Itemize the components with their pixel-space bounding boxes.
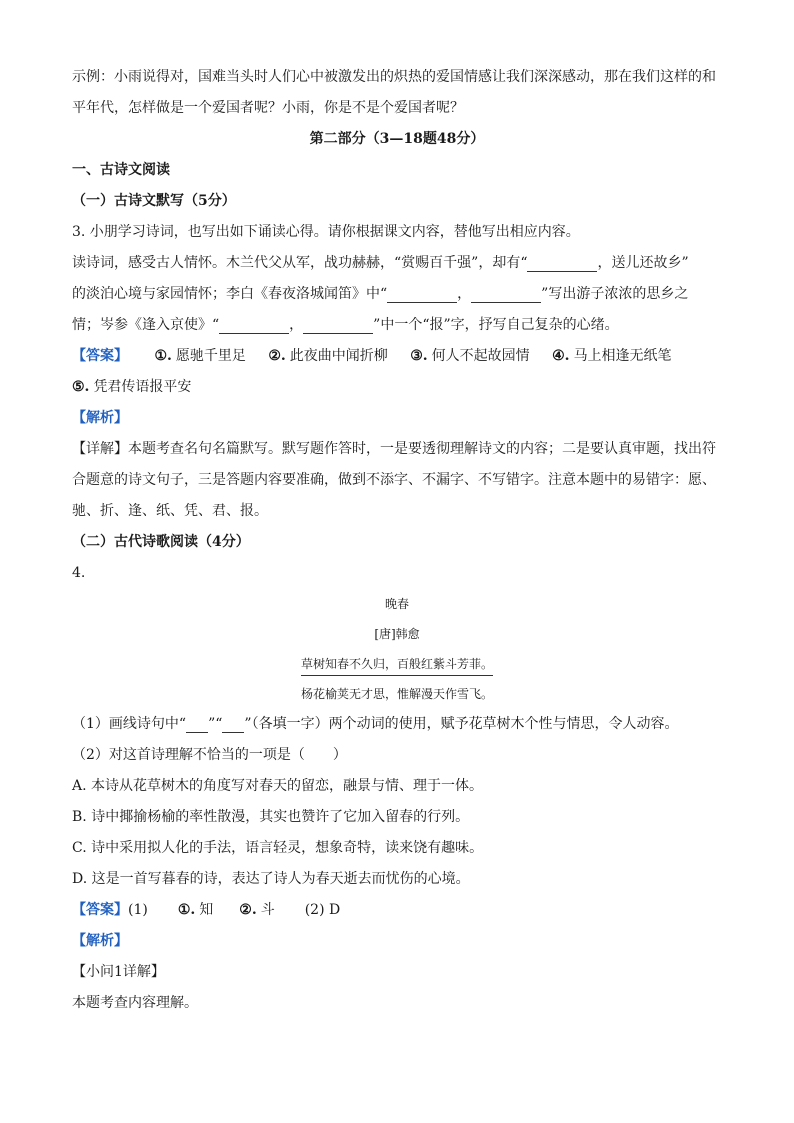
q3-text: 读诗词，感受古人情怀。木兰代父从军，战功赫赫，“赏赐百千强”，却有“ — [72, 255, 528, 271]
q4-text: ”“ — [208, 716, 223, 732]
answer-blank — [471, 286, 541, 303]
option-c: C. 诗中采用拟人化的手法，语言轻灵，想象奇特，读来饶有趣味。 — [72, 840, 484, 856]
answer-item — [552, 341, 671, 372]
answer-text: 愿驰千里足 — [175, 348, 246, 364]
q4-text: （1）画线诗句中“ — [72, 716, 187, 732]
small-question-label: 【小问1详解】 — [72, 964, 165, 980]
option-d: D. 这是一首写暮春的诗，表达了诗人为春天逝去而忧伤的心境。 — [72, 871, 470, 887]
answer-number: ②. — [268, 348, 286, 364]
answer-item — [410, 341, 529, 372]
answer-blank — [219, 317, 289, 334]
poem-block — [72, 589, 722, 709]
answer-text: 斗 — [260, 902, 275, 918]
document-page — [72, 62, 722, 1019]
detail-line-3: 驰、折、逢、纸、凭、君、报。 — [72, 503, 268, 519]
q3-text: ”写出游子浓浓的思乡之 — [541, 286, 689, 302]
answer-number: ①. — [177, 902, 196, 918]
answer-number: ①. — [154, 348, 172, 364]
poem-author: [唐]韩愈 — [374, 627, 420, 641]
q3-text: ， — [457, 286, 472, 302]
answer-part: (2) D — [304, 902, 341, 918]
poem-line-1-wrap — [72, 649, 722, 679]
option-b: B. 诗中揶揄杨榆的率性散漫，其实也赞许了它加入留春的行列。 — [72, 809, 470, 825]
answer-text: 此夜曲中闻折柳 — [289, 348, 388, 364]
q3-line-3 — [72, 310, 722, 341]
answer-blank — [186, 716, 208, 733]
detail-label: 【详解】 — [72, 441, 128, 457]
answer-number: ④. — [552, 348, 570, 364]
answer-blank — [387, 286, 457, 303]
subsection-heading-2: （二）古代诗歌阅读（4分） — [72, 534, 250, 550]
answer-blank — [303, 317, 373, 334]
answer-text: 何人不起故园情 — [431, 348, 530, 364]
q4-answer-row — [72, 895, 722, 926]
option-a: A. 本诗从花草树木的角度写对春天的留恋，融景与情、理于一体。 — [72, 778, 484, 794]
poem-line-1: 草树知春不久归，百般红紫斗芳菲。 — [301, 653, 493, 676]
intro-line-1: 示例：小雨说得对，国难当头时人们心中被激发出的炽热的爱国情感让我们深深感动，那在我们这样的和 — [72, 69, 716, 85]
last-line: 本题考查内容理解。 — [72, 995, 198, 1011]
answer-number: ③. — [410, 348, 428, 364]
answer-item — [72, 372, 191, 403]
q4-sub-1 — [72, 709, 722, 740]
q3-text: ， — [289, 317, 304, 333]
q3-text: 的淡泊心境与家园情怀；李白《春夜洛城闻笛》中“ — [72, 286, 388, 302]
subsection-heading-1: （一）古诗文默写（5分） — [72, 193, 236, 209]
analysis-label-2: 【解析】 — [72, 933, 128, 949]
intro-line-2: 平年代，怎样做是一个爱国者呢？小雨，你是不是个爱国者呢？ — [72, 100, 464, 116]
q3-text: ，送儿还故乡” — [597, 255, 689, 271]
q3-answer-row-2 — [72, 372, 722, 403]
detail-text: 本题考查名句名篇默写。默写题作答时，一是要透彻理解诗文的内容；二是要认真审题，找出符 — [128, 441, 716, 457]
answer-text: 知 — [199, 902, 214, 918]
answer-label: 【答案】 — [72, 902, 128, 918]
q4-text: ”（各填一字）两个动词的使用，赋予花草树木个性与情思，令人动容。 — [244, 716, 679, 732]
q4-number: 4. — [72, 565, 86, 581]
answer-text: 凭君传语报平安 — [93, 379, 192, 395]
poem-title: 晚春 — [384, 597, 409, 611]
q3-stem: 3. 小朋学习诗词，也写出如下诵读心得。请你根据课文内容，替他写出相应内容。 — [72, 224, 580, 240]
poem-line-2: 杨花榆荚无才思，惟解漫天作雪飞。 — [300, 687, 493, 701]
q3-text: 情；岑参《逢入京使》“ — [72, 317, 220, 333]
detail-line-2: 合题意的诗文句子，三是答题内容要准确，做到不添字、不漏字、不写错字。注意本题中的易错字：愿、 — [72, 472, 716, 488]
answer-number: ⑤. — [72, 379, 90, 395]
detail-line-1 — [72, 434, 722, 465]
answer-part: (1) — [128, 902, 148, 918]
answer-item — [268, 341, 387, 372]
q3-answer-row-1 — [72, 341, 722, 372]
answer-text: 马上相逢无纸笔 — [573, 348, 672, 364]
answer-label: 【答案】 — [72, 348, 128, 364]
part-title: 第二部分（3—18题48分） — [309, 131, 485, 147]
answer-number: ②. — [239, 902, 257, 918]
answer-blank — [222, 716, 244, 733]
q3-line-1 — [72, 248, 722, 279]
section-heading: 一、古诗文阅读 — [72, 162, 170, 178]
q3-line-2 — [72, 279, 722, 310]
q4-sub-2: （2）对这首诗理解不恰当的一项是（ ） — [72, 747, 347, 763]
answer-item — [154, 341, 245, 372]
answer-blank — [527, 255, 597, 272]
q3-text: ”中一个“报”字，抒写自己复杂的心绪。 — [373, 317, 619, 333]
analysis-label: 【解析】 — [72, 410, 128, 426]
